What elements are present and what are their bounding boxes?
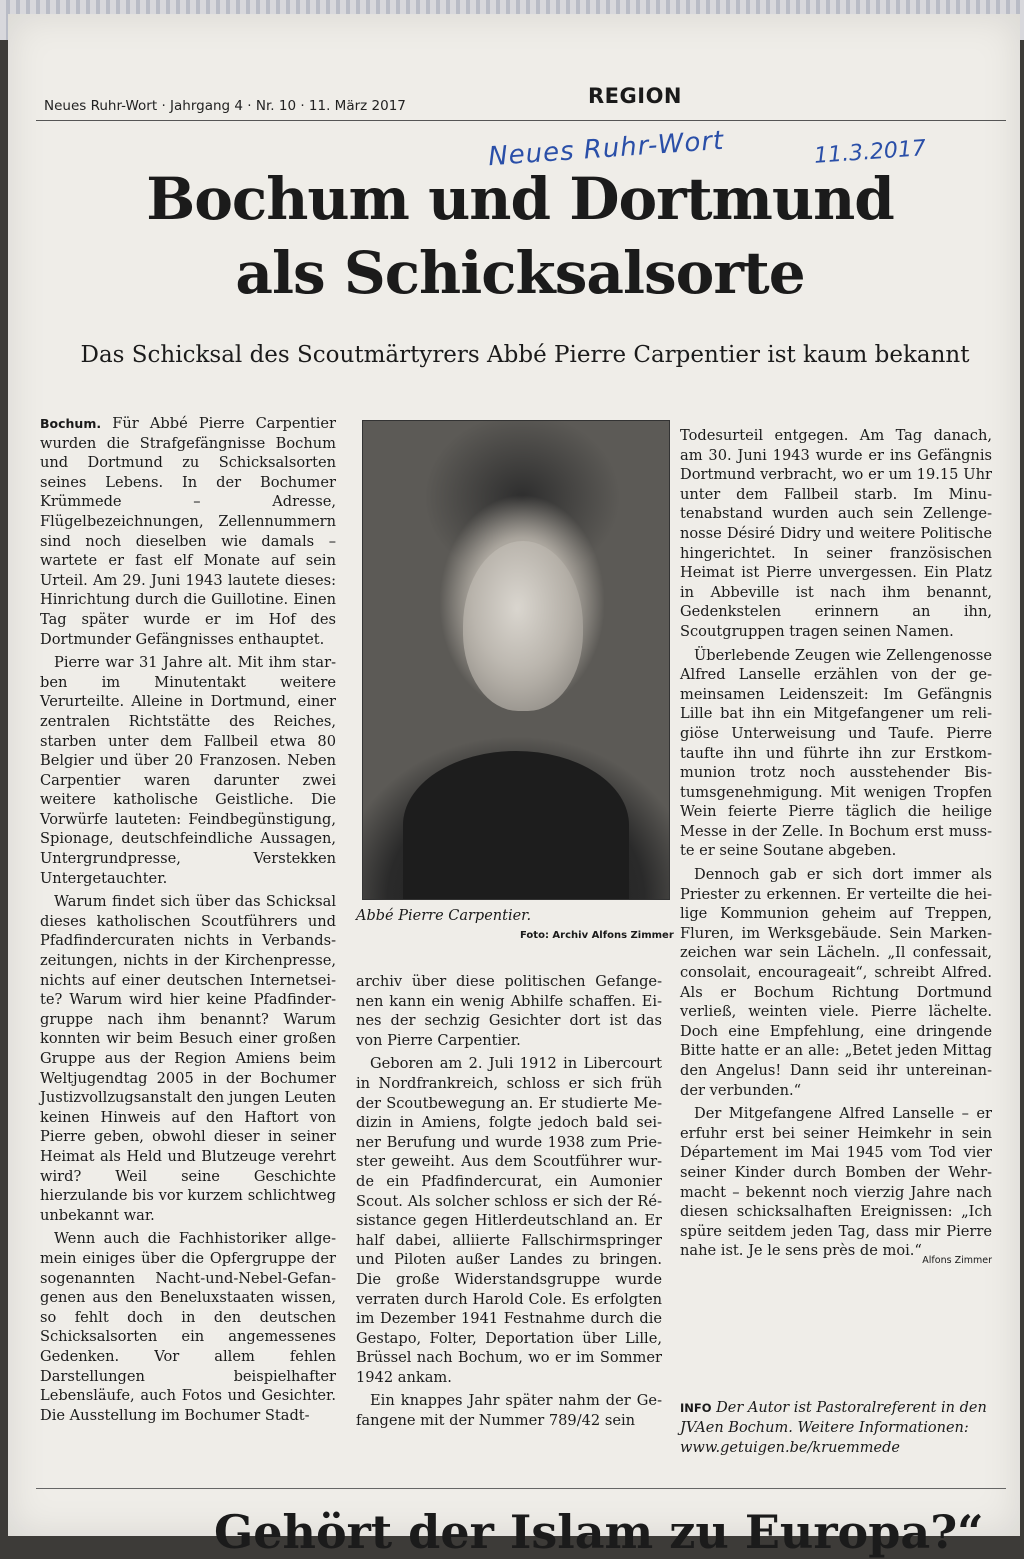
paragraph: Warum findet sich über das Schicksal dieses katholischen Scoutführers und Pfadfindercuraten nichts in Verbandszeitungen, nichts in der Kirchenpresse, nichts auf einer deutschen Internetseite? Warum wird hier keine Pfadfindergruppe nach ihm benannt? Warum konnten wir beim Besuch einer großen Gruppe aus der Region Amiens beim Weltjugendtag 2005 in der Bochumer Justizvollzugsanstalt den jungen Leuten keinen Hinweis auf den Haftort von Pierre geben, obwohl dieser in seiner Heimat als Held und Blutzeuge verehrt wird? Weil seine Geschichte hierzulande bis vor kurzem schlichtweg unbekannt war. (40, 893, 336, 1224)
handwritten-date: 11.3.2017 (813, 136, 927, 169)
header-rule (36, 120, 1006, 121)
article-column-3 (680, 426, 992, 1271)
section-label: REGION (588, 84, 682, 108)
paragraph-text: Für Abbé Pierre Carpentier wurden die Strafgefängnisse Bochum und Dortmund zu Schicksalsorten seines Lebens. In der Bochumer Krümmede – Adresse, Flügelbezeichnungen, Zellennummern sind noch dieselben wie damals – wartete er fast elf Monate auf sein Urteil. Am 29. Juni 1943 lautete dieses: Hinrichtung durch die Guillotine. Einen Tag später wurde er im Hof des Dortmunder Gefängnisses enthauptet. (40, 415, 337, 648)
paragraph: archiv über diese politischen Gefangenen kann ein wenig Abhilfe schaffen. Eines der sechzig Gesichter dort ist das von Pierre Carpentier. (356, 973, 662, 1049)
author-name: Alfons Zimmer (922, 1254, 992, 1266)
photo-credit: Foto: Archiv Alfons Zimmer (520, 930, 674, 941)
headline-line-2: als Schicksalsorte (235, 239, 805, 307)
info-text: Der Autor ist Pastoralreferent in den JVAen Bochum. Weitere Informationen: www.getuigen.be/kruemmede (680, 1400, 987, 1456)
portrait-photo (362, 420, 670, 900)
paragraph: Der Mitgefangene Alfred Lanselle – er erfuhr erst bei seiner Heimkehr in sein Département im Mai 1945 vom Tod vier seiner Kinder durch Bomben der Wehrmacht – bekennt noch vierzig Jahre nach diesen schicksalhaften Ereignissen: „Ich spüre seitdem jeden Tag, dass mir Pierre nahe ist. Je le sens près de moi.“ (680, 1105, 992, 1260)
next-article-headline: Gehört der Islam zu Europa?“ (214, 1505, 984, 1559)
dateline: Bochum. (40, 416, 102, 431)
paragraph: Wenn auch die Fachhistoriker allgemein einiges über die Opfergruppe der sogenannten Nacht-und-Nebel-Gefangenen aus den Beneluxstaaten wissen, so fehlt doch in den deutschen Schicksalsorten ein angemessenes Gedenken. Vor allem fehlen Darstellungen beispielhafter Lebensläufe, auch Fotos und Gesichter. Die Ausstellung im Bochumer Stadt- (40, 1230, 336, 1424)
article-subheadline: Das Schicksal des Scoutmärtyrers Abbé Pierre Carpentier ist kaum bekannt (80, 342, 970, 368)
paragraph: Dennoch gab er sich dort immer als Priester zu erkennen. Er verteilte die heilige Kommunion geheim auf Treppen, Fluren, im Werksgebäude. Sein Markenzeichen war sein Lächeln. „Il confessait, consolait, encourageait“, schreibt Alfred. Als er Bochum Richtung Dortmund verließ, weinten viele. Pierre lächelte. Doch eine Empfehlung, eine dringende Bitte hatte er an alle: „Betet jeden Mittag den Angelus! Dann seid ihr untereinander verbunden.“ (680, 866, 992, 1099)
info-label: INFO (680, 1401, 712, 1415)
paragraph: Todesurteil entgegen. Am Tag danach, am 30. Juni 1943 wurde er ins Gefängnis Dortmund verbracht, wo er um 19.15 Uhr unter dem Fallbeil starb. Im Minutenabstand wurden auch sein Zellengenosse Désiré Didry und weitere Politische hingerichtet. In seiner französischen Heimat ist Pierre unvergessen. Ein Platz in Abbeville ist nach ihm benannt, Gedenkstelen erinnern an ihn, Scoutgruppen tragen seinen Namen. (680, 427, 992, 640)
paragraph (40, 414, 336, 649)
article-column-1 (40, 414, 336, 1429)
portrait-face (463, 541, 583, 711)
headline-line-1: Bochum und Dortmund (146, 165, 894, 233)
article-headline (40, 162, 1000, 310)
handwritten-source: Neues Ruhr-Wort (487, 125, 726, 173)
info-box (680, 1398, 992, 1458)
paragraph: Überlebende Zeugen wie Zellengenosse Alfred Lanselle erzählen von der gemeinsamen Leidenszeit: Im Gefängnis Lille bat ihn ein Mitgefangener um religiöse Unterweisung und Taufe. Pierre taufte ihn und führte ihn zur Erstkommunion trotz noch ausstehender Bistumsgenehmigung. Mit wenigen Tropfen Wein feierte Pierre täglich die heilige Messe in der Zelle. In Bochum erst musste er seine Soutane abgeben. (680, 646, 992, 860)
paragraph: Pierre war 31 Jahre alt. Mit ihm starben im Minutentakt weitere Verurteilte. Alleine in Dortmund, einer zentralen Richtstätte des Reiches, starben unter dem Fallbeil etwa 80 Belgier und über 20 Franzosen. Neben Carpentier waren darunter zwei weitere katholische Geistliche. Die Vorwürfe lauteten: Feindbegünstigung, Spionage, deutschfeindliche Aussagen, Untergrundpresse, Verstekken Untergetauchter. (40, 654, 336, 887)
paragraph: Geboren am 2. Juli 1912 in Libercourt in Nordfrankreich, schloss er sich früh der Scoutbewegung an. Er studierte Medizin in Amiens, folgte jedoch bald seiner Berufung und wurde 1938 zum Priester geweiht. Aus dem Scoutführer wurde ein Pfadfindercurat, ein Aumonier Scout. Als solcher schloss er sich der Résistance gegen Hitlerdeutschland an. Er half dabei, alliierte Fallschirmspringer und Piloten außer Landes zu bringen. Die große Widerstandsgruppe wurde verraten durch Harold Cole. Es erfolgten im Dezember 1941 Festnahme durch die Gestapo, Folter, Deportation über Lille, Brüssel nach Bochum, wo er im Sommer 1942 ankam. (356, 1055, 662, 1386)
footer-rule (36, 1488, 1006, 1489)
photo-caption: Abbé Pierre Carpentier. (356, 908, 532, 924)
article-column-2 (356, 972, 662, 1435)
paragraph: Ein knappes Jahr später nahm der Gefangene mit der Nummer 789/42 sein (356, 1392, 662, 1430)
portrait-cassock (403, 751, 629, 899)
masthead-info: Neues Ruhr-Wort · Jahrgang 4 · Nr. 10 · 11. März 2017 (44, 98, 406, 114)
